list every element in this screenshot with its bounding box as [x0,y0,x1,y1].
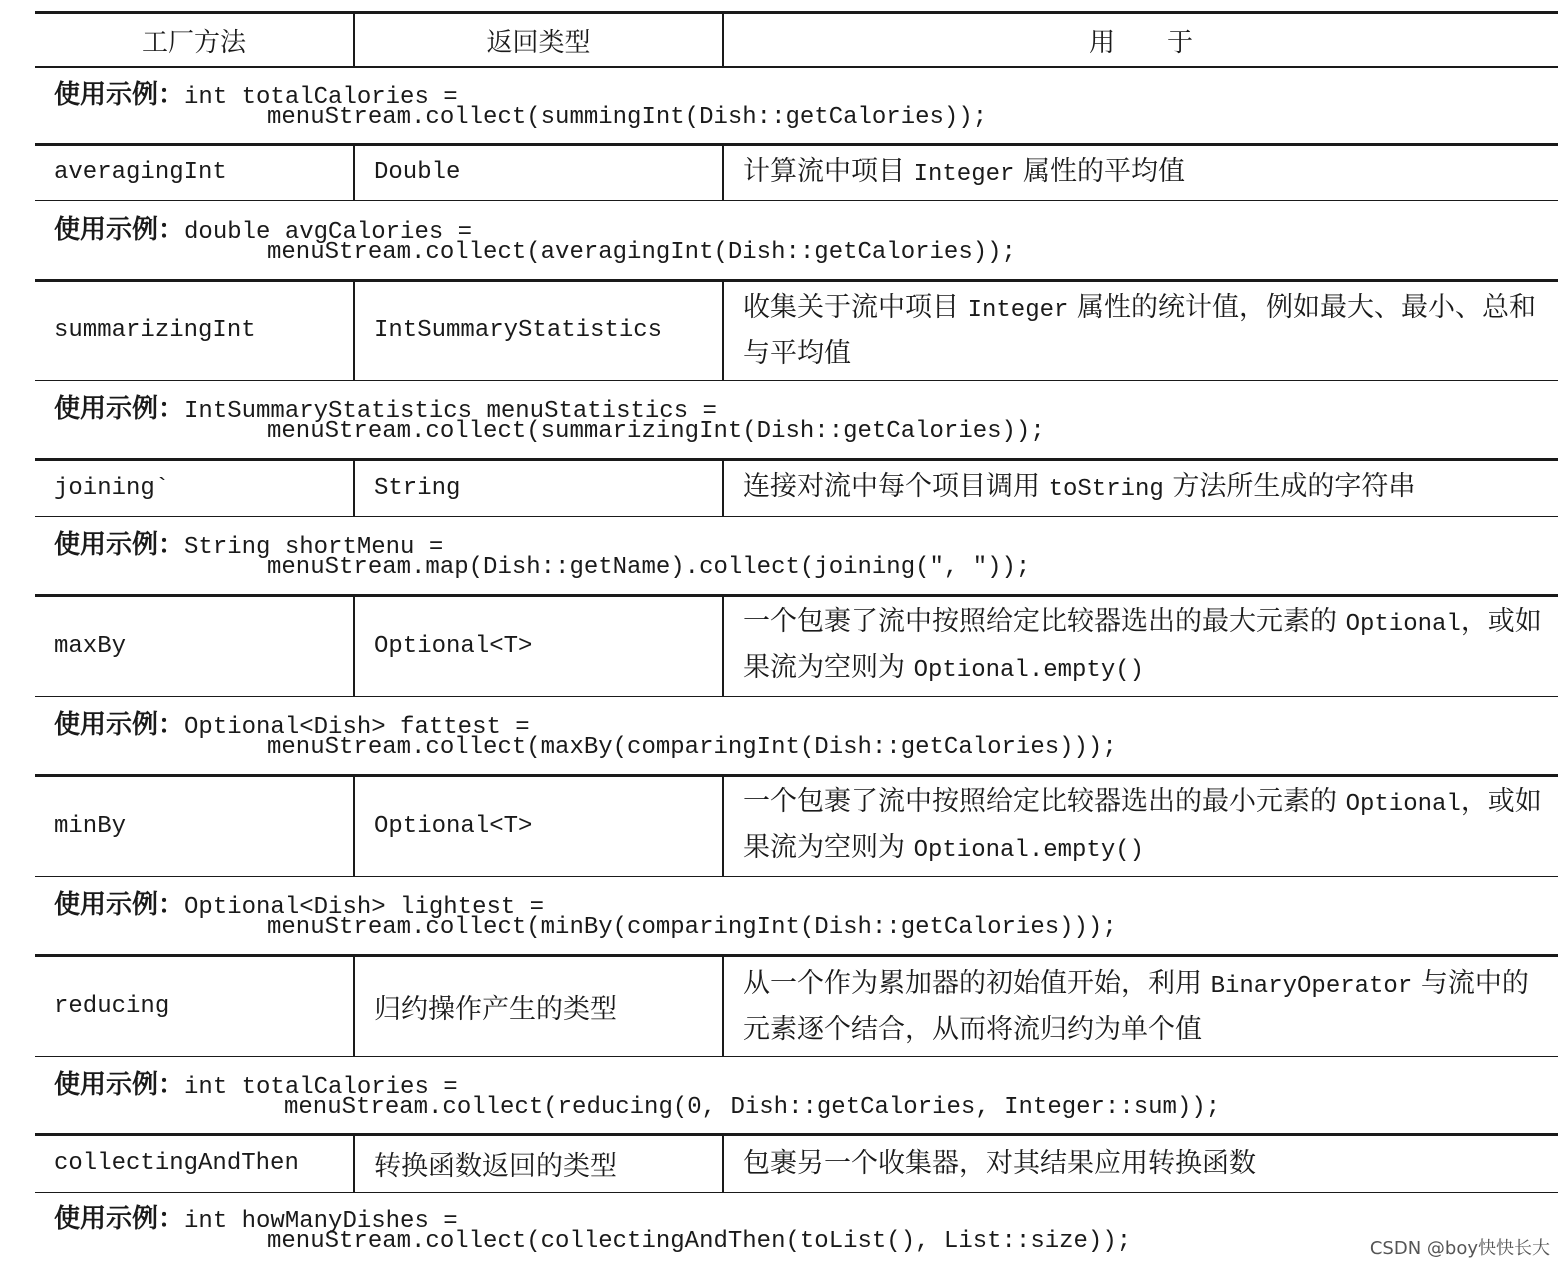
method-name: maxBy [35,595,354,696]
example-line-1: String shortMenu = [184,534,444,561]
example-row [35,516,1558,595]
example-line-1: int totalCalories = [184,1073,458,1101]
example-row [35,200,1558,280]
method-name: reducing [35,955,354,1056]
usage-description: 一个包裹了流中按照给定比较器选出的最大元素的 Optional，或如果流为空则为 Optional.empty() [723,595,1558,696]
table-row [35,459,1558,516]
example-row [35,1192,1558,1266]
table-row [35,144,1558,200]
example-line-1: double avgCalories = [184,218,473,246]
example-line-2: menuStream.collect(maxBy(comparingInt(Dish::getCalories))); [267,734,1117,761]
method-name: averagingInt [35,144,354,200]
example-line-1: Optional<Dish> fattest = [184,714,530,741]
collectors-table-page [35,11,1558,1266]
return-type: Optional<T> [354,595,723,696]
usage-description: 收集关于流中项目 Integer 属性的统计值，例如最大、最小、总和与平均值 [723,280,1558,380]
usage-description: 包裹另一个收集器，对其结果应用转换函数 [723,1134,1558,1192]
table-row [35,280,1558,380]
example-label: 使用示例： [54,710,185,740]
usage-description: 一个包裹了流中按照给定比较器选出的最小元素的 Optional，或如果流为空则为 Optional.empty() [723,775,1558,876]
example-label: 使用示例： [54,1069,185,1100]
usage-description: 连接对流中每个项目调用 toString 方法所生成的字符串 [723,459,1558,516]
return-type: Double [354,144,723,200]
return-type: String [354,459,723,516]
example-label: 使用示例： [54,890,185,920]
example-line-2: menuStream.collect(summingInt(Dish::getCalories)); [267,104,988,132]
method-name: joining` [35,459,354,516]
example-row [35,380,1558,459]
example-row [35,1056,1558,1134]
table-row [35,1134,1558,1192]
return-type: IntSummaryStatistics [354,280,723,380]
example-line-2: menuStream.collect(minBy(comparingInt(Dish::getCalories))); [267,914,1117,941]
return-type: Optional<T> [354,775,723,876]
example-line-1: IntSummaryStatistics menuStatistics = [184,398,717,425]
return-type: 归约操作产生的类型 [354,955,723,1056]
collectors-table [35,11,1558,1266]
example-label: 使用示例： [54,214,185,245]
example-line-2: menuStream.map(Dish::getName).collect(joining(", ")); [267,554,1031,581]
table-row [35,955,1558,1056]
method-name: summarizingInt [35,280,354,380]
example-line-2: menuStream.collect(summarizingInt(Dish::getCalories)); [267,418,1045,445]
table-row [35,775,1558,876]
method-name: collectingAndThen [35,1134,354,1192]
example-line-1: int howManyDishes = [184,1208,458,1236]
example-label: 使用示例： [54,530,185,560]
example-line-1: int totalCalories = [184,84,458,112]
header-usage: 用 于 [723,13,1558,68]
table-row [35,595,1558,696]
example-line-2: menuStream.collect(reducing(0, Dish::getCalories, Integer::sum)); [284,1093,1221,1121]
example-label: 使用示例： [54,80,185,111]
example-line-2: menuStream.collect(averagingInt(Dish::getCalories)); [267,238,1016,266]
usage-description: 从一个作为累加器的初始值开始，利用 BinaryOperator 与流中的元素逐个结合，从而将流归约为单个值 [723,955,1558,1056]
usage-description: 计算流中项目 Integer 属性的平均值 [723,144,1558,200]
example-line-2: menuStream.collect(collectingAndThen(toList(), List::size)); [267,1228,1132,1256]
watermark: CSDN @boy快快长大 [1369,1238,1550,1259]
table-header-row [35,13,1558,68]
return-type: 转换函数返回的类型 [354,1134,723,1192]
example-row [35,696,1558,775]
header-return-type: 返回类型 [354,13,723,68]
example-row [35,67,1558,144]
example-label: 使用示例： [54,394,185,424]
header-factory-method: 工厂方法 [35,13,354,68]
example-label: 使用示例： [54,1204,185,1235]
example-line-1: Optional<Dish> lightest = [184,894,545,921]
example-row [35,876,1558,955]
method-name: minBy [35,775,354,876]
